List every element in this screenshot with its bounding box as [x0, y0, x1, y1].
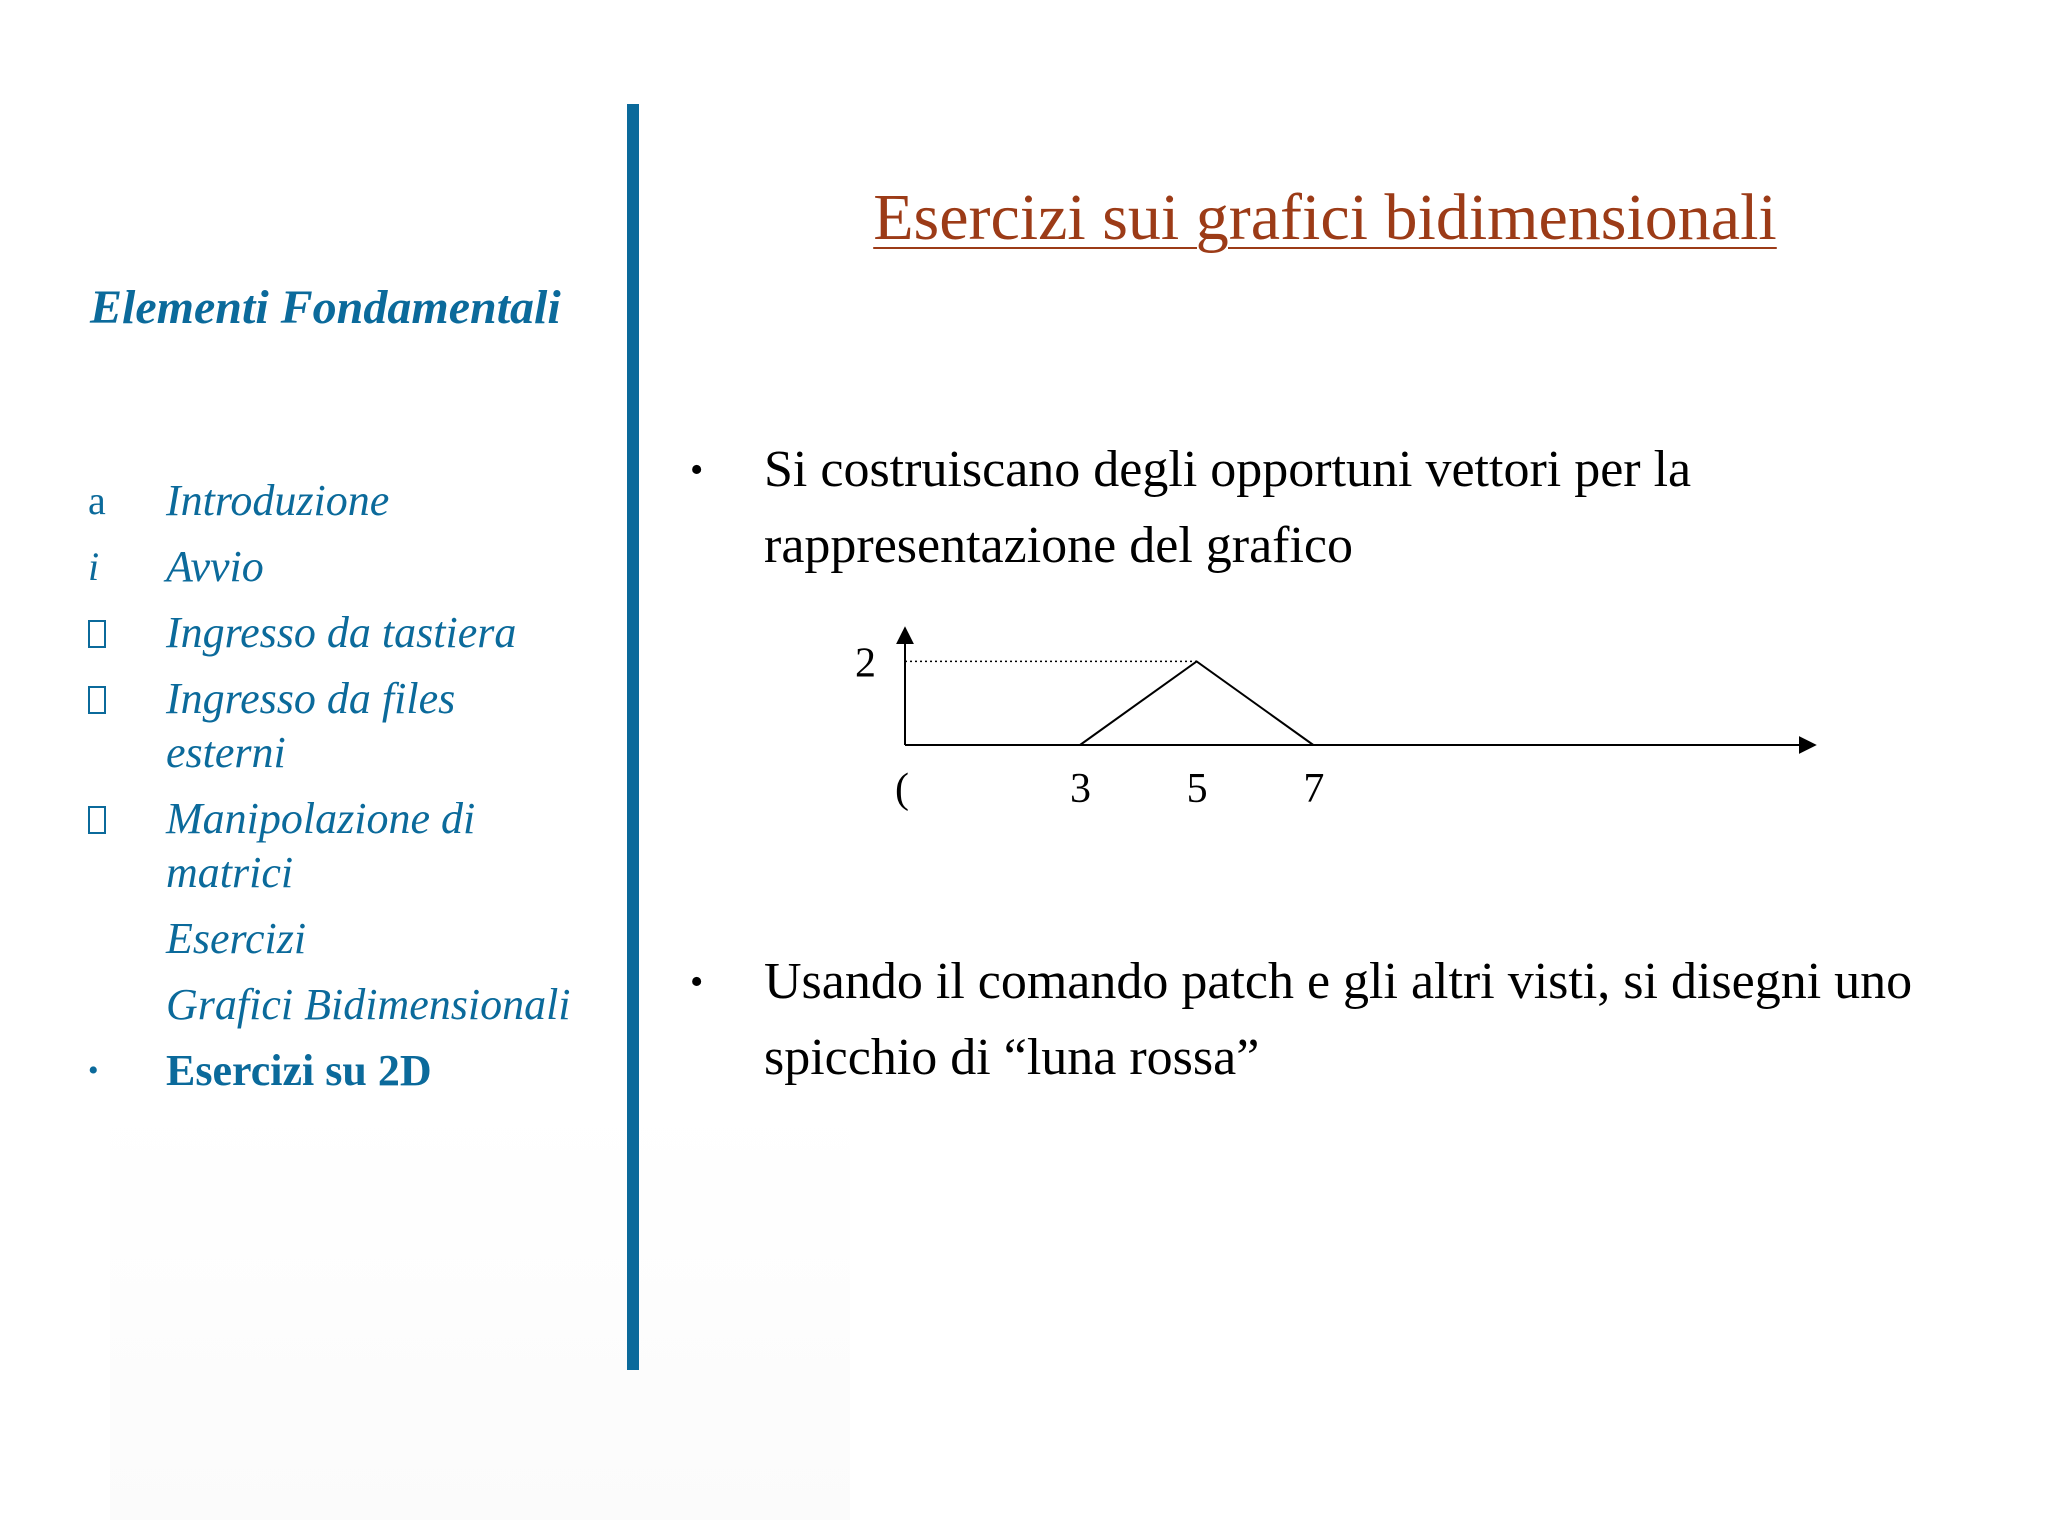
- nav-label: Ingresso da files esterni: [166, 674, 456, 777]
- vertical-divider: [627, 104, 639, 1370]
- slide-background-shade: [110, 1100, 850, 1520]
- nav-label: Manipolazione di matrici: [166, 794, 476, 897]
- missing-glyph-icon: [88, 672, 148, 726]
- nav-marker: i: [88, 544, 100, 589]
- series-line: [1080, 661, 1313, 745]
- bullet-text: Si costruiscano degli opportuni vettori per la rappresentazione del grafico: [764, 441, 1692, 574]
- x-tick-label: 5: [1186, 766, 1208, 812]
- missing-glyph-icon: [88, 606, 148, 660]
- sidebar-nav: [88, 474, 628, 1110]
- nav-item-ingresso-files[interactable]: [88, 672, 628, 780]
- nav-item-grafici-bidimensionali[interactable]: [88, 978, 628, 1032]
- nav-item-avvio[interactable]: [88, 540, 628, 594]
- bullet-icon: •: [690, 961, 704, 1003]
- x-tick-label: 3: [1070, 766, 1091, 812]
- nav-label: Ingresso da tastiera: [166, 608, 517, 657]
- nav-item-esercizi-2d[interactable]: [88, 1044, 628, 1098]
- y-tick-label: 2: [855, 640, 876, 687]
- bullet-icon: •: [88, 1054, 99, 1087]
- bullet-item: [690, 432, 2030, 584]
- bullet-icon: •: [690, 449, 704, 491]
- triangle-chart: [840, 610, 1840, 830]
- x-tick-label: (: [895, 766, 909, 812]
- nav-marker: a: [88, 478, 106, 523]
- bullet-text: Usando il comando patch e gli altri visti, si disegni uno spicchio di “luna rossa”: [764, 953, 1913, 1086]
- nav-item-introduzione[interactable]: [88, 474, 628, 528]
- nav-item-esercizi[interactable]: [88, 912, 628, 966]
- nav-item-ingresso-tastiera[interactable]: [88, 606, 628, 660]
- sidebar-title: Elementi Fondamentali: [90, 281, 561, 334]
- nav-label: Esercizi su 2D: [166, 1046, 432, 1095]
- nav-label: Avvio: [166, 542, 264, 591]
- nav-label: Esercizi: [166, 914, 307, 963]
- bullet-item: [690, 944, 2030, 1096]
- missing-glyph-icon: [88, 792, 148, 846]
- x-tick-label: 7: [1303, 766, 1325, 812]
- nav-item-manipolazione-matrici[interactable]: [88, 792, 628, 900]
- slide-title: Esercizi sui grafici bidimensionali: [873, 181, 1777, 254]
- nav-label: Grafici Bidimensionali: [166, 980, 571, 1029]
- nav-label: Introduzione: [166, 476, 390, 525]
